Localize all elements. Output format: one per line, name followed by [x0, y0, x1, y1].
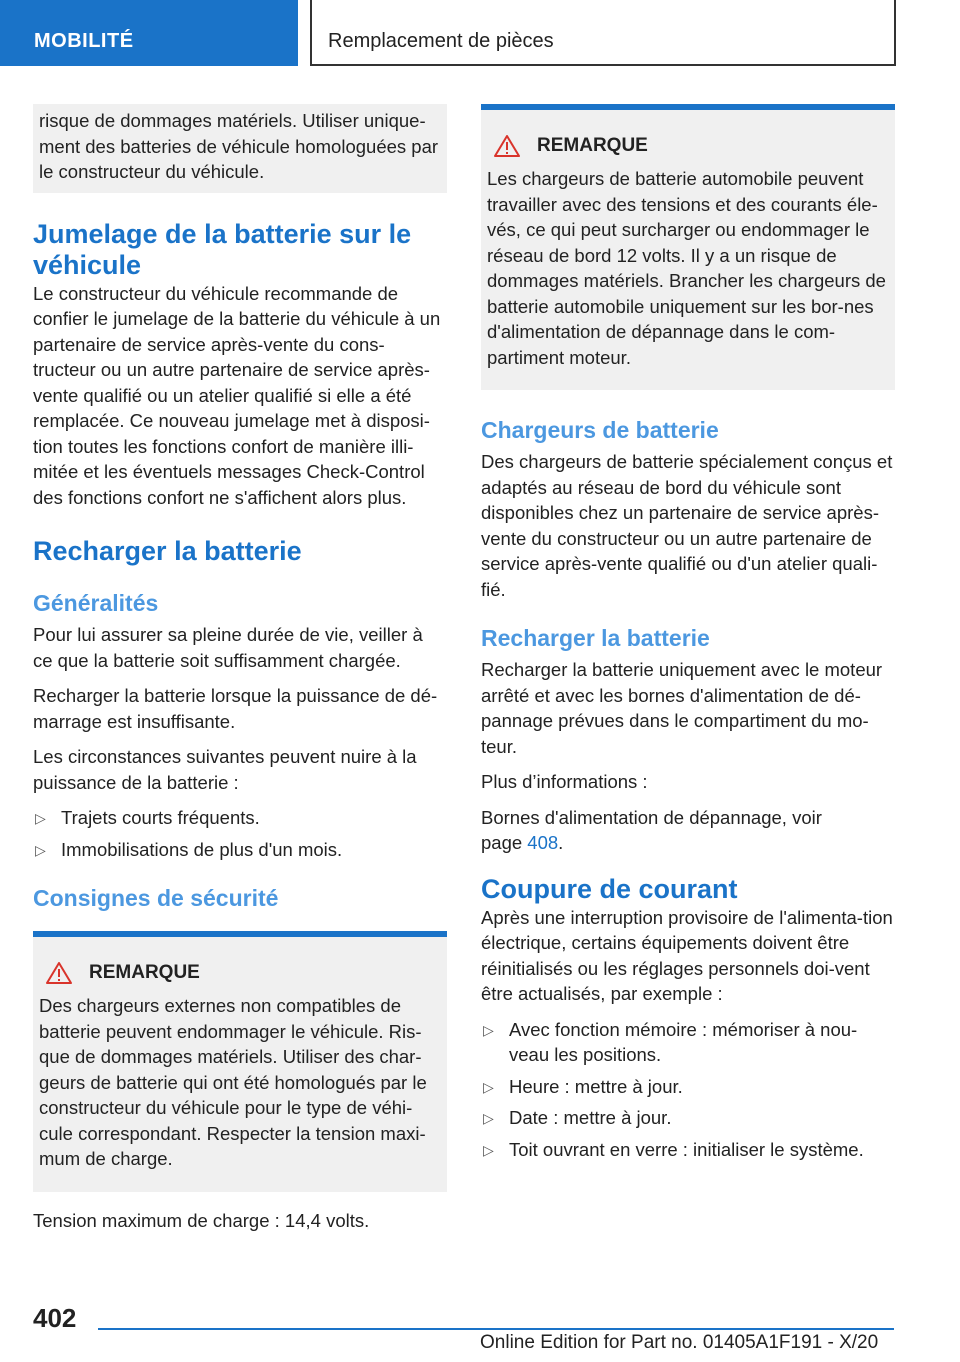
- note-label: REMARQUE: [89, 962, 200, 983]
- more-info-label: Plus d’informations :: [481, 771, 648, 792]
- note-header: [487, 134, 887, 158]
- list-item: [33, 837, 447, 863]
- pairing-section: [33, 219, 447, 511]
- section-tab: MOBILITÉ: [0, 0, 298, 66]
- page-number: 402: [33, 1303, 77, 1333]
- left-column: [33, 104, 447, 1243]
- cross-reference: [481, 805, 895, 856]
- pairing-text: Le constructeur du véhicule recommande de confier le jumelage de la batterie du véhicule à un partenaire de service après-vente du cons-tructeur ou un autre partenaire de service après-vente qualifié ou un atelier qualifié si elle a été remplacée. Ce nouveau jumelage met à disposi-tion toutes les fonctions confort de manière illi-mitée et les éventuels messages Check-Control des fonctions confort ne s'affichent alors plus.: [33, 282, 441, 508]
- page-link[interactable]: 408: [527, 832, 559, 853]
- pairing-heading: Jumelage de la batterie sur le véhicule: [33, 218, 412, 280]
- recharge-section: [33, 536, 447, 567]
- list-item-text: Date : mettre à jour.: [509, 1107, 672, 1128]
- triangle-right-icon: ▷: [35, 841, 46, 858]
- general-bullet-list: [33, 805, 447, 862]
- list-item: [481, 1017, 895, 1068]
- chapter-title: Remplacement de pièces: [310, 0, 896, 66]
- list-item: [481, 1105, 895, 1131]
- general-paragraph-1: Pour lui assurer sa pleine durée de vie, veiller à ce que la batterie soit suffisamment chargée.: [33, 624, 423, 671]
- chargers-heading: Chargeurs de batterie: [481, 417, 719, 443]
- list-item-text: Heure : mettre à jour.: [509, 1075, 683, 1097]
- recharge-heading: Recharger la batterie: [33, 536, 302, 566]
- note-text: Les chargeurs de batterie automobile peuvent travailler avec des tensions et des courants éle-vés, ce qui peut surcharger ou endommager le réseau de bord 12 volts. Il y a un risque de dommages matériels. Brancher les chargeurs de batterie automobile uniquement sur les bor-nes d'alimentation de dépannage dans le com-partiment moteur.: [487, 168, 886, 368]
- warning-triangle-icon: [493, 134, 521, 158]
- triangle-right-icon: ▷: [483, 1021, 494, 1038]
- right-recharge-heading: Recharger la batterie: [481, 625, 710, 651]
- reference-text: Bornes d'alimentation de dépannage, voir: [481, 806, 822, 828]
- reference-page-prefix: page: [481, 832, 523, 853]
- right-recharge-section: [481, 624, 895, 856]
- list-item-text: Avec fonction mémoire : mémoriser à nou-veau les positions.: [509, 1018, 858, 1065]
- list-item-text: Trajets courts fréquents.: [61, 807, 260, 828]
- general-heading: Généralités: [33, 590, 159, 616]
- right-column: [481, 104, 895, 1172]
- general-section: [33, 589, 447, 862]
- list-item: [33, 805, 447, 831]
- safety-note: [33, 931, 447, 1192]
- triangle-right-icon: ▷: [483, 1141, 494, 1158]
- edition-footer: Online Edition for Part no. 01405A1F191 - X/20: [480, 1332, 879, 1353]
- list-item-text: Immobilisations de plus d'un mois.: [61, 838, 343, 860]
- note-label: REMARQUE: [537, 135, 648, 156]
- power-cut-bullet-list: [481, 1017, 895, 1163]
- chargers-text: Des chargeurs de batterie spécialement conçus et adaptés au réseau de bord du véhicule sont disponibles chez un partenaire de service après-vente du constructeur ou un autre partenaire de service après-vente qualifié ou d'un atelier quali-fié.: [481, 451, 893, 600]
- charger-note: [481, 104, 895, 390]
- power-cut-section: [481, 874, 895, 1163]
- power-cut-heading: Coupure de courant: [481, 873, 738, 904]
- note-text: Des chargeurs externes non compatibles de batterie peuvent endommager le véhicule. Ris-que de dommages matériels. Utiliser des char-geurs de batterie qui ont été homologués par le constructeur du véhicule pour le type de véhi-cule correspondant. Respecter la tension maxi-mum de charge.: [39, 995, 427, 1169]
- safety-heading: Consignes de sécurité: [33, 885, 279, 911]
- general-paragraph-2: Recharger la batterie lorsque la puissance de dé-marrage est insuffisante.: [33, 685, 438, 732]
- list-item: [481, 1074, 895, 1100]
- continued-note: [33, 104, 447, 193]
- right-recharge-text: Recharger la batterie uniquement avec le moteur arrêté et avec les bornes d'alimentation de dé-pannage prévues dans le compartiment du mo-teur.: [481, 659, 883, 757]
- list-item-text: Toit ouvrant en verre : initialiser le système.: [509, 1138, 864, 1160]
- max-voltage-text: Tension maximum de charge : 14,4 volts.: [33, 1209, 370, 1231]
- reference-end: .: [558, 832, 564, 853]
- note-header: [39, 961, 439, 985]
- power-cut-text: Après une interruption provisoire de l'alimenta-tion électrique, certains équipements doivent être réinitialisés ou les réglages personnels doi-vent être actualisés, par exemple :: [481, 906, 893, 1004]
- triangle-right-icon: ▷: [483, 1078, 494, 1095]
- warning-triangle-icon: [45, 961, 73, 985]
- triangle-right-icon: ▷: [483, 1110, 494, 1126]
- chargers-section: [481, 416, 895, 602]
- list-item: [481, 1137, 895, 1163]
- general-paragraph-3: Les circonstances suivantes peuvent nuire à la puissance de la batterie :: [33, 746, 417, 793]
- footer-divider: [98, 1328, 894, 1330]
- continued-note-text: risque de dommages matériels. Utiliser unique-ment des batteries de véhicule homologuées par le constructeur du véhicule.: [39, 110, 439, 182]
- safety-section: [33, 884, 447, 1233]
- triangle-right-icon: ▷: [35, 810, 46, 826]
